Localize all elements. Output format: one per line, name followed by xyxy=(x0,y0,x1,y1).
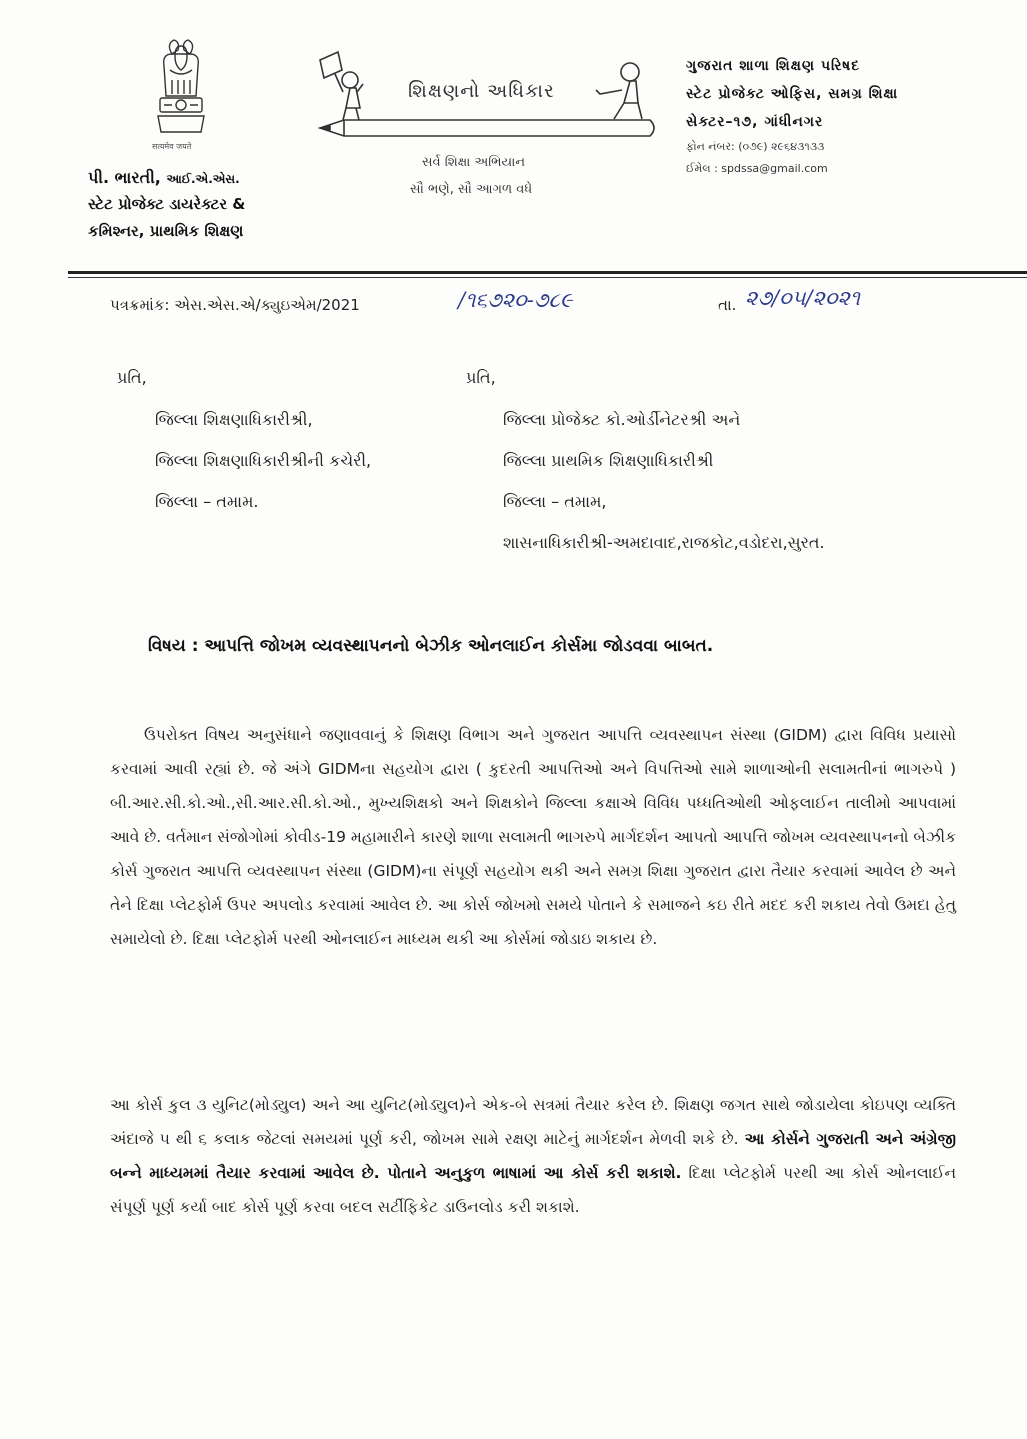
logo-tagline: સૌ ભણે, સૌ આગળ વધે xyxy=(410,182,533,197)
officer-title: આઈ.એ.એસ. xyxy=(166,172,240,186)
addressee-right-line: જિલ્લા પ્રાથમિક શિક્ષણાધિકારીશ્રી xyxy=(503,451,714,470)
logo-subtitle: સર્વ શિક્ષા અભિયાન xyxy=(422,155,526,170)
org-phone: ફોન નંબર: (૦૭૯) ૨૯૬૪૩૧૩૩ xyxy=(686,140,825,153)
body-paragraph-2 xyxy=(110,1088,956,1224)
letter-subject: વિષય : આપત્તિ જોખમ વ્યવસ્થાપનનો બેઝીક ઓનલાઈન કોર્સમા જોડવવા બાબત. xyxy=(148,636,714,656)
date-label: તા. xyxy=(718,296,737,314)
date-handwritten: ૨૭/૦૫/૨૦૨૧ xyxy=(745,286,861,310)
addressee-right-line: જિલ્લા પ્રોજેક્ટ કો.ઓર્ડીનેટરશ્રી અને xyxy=(503,410,741,429)
org-address: સેક્ટર–૧૭, ગાંધીનગર xyxy=(686,114,824,130)
org-name: ગુજરાત શાળા શિક્ષણ પરિષદ xyxy=(686,58,861,74)
national-emblem-icon xyxy=(150,36,212,146)
addressee-right-line: શાસનાધિકારીશ્રી-અમદાવાદ,રાજકોટ,વડોદરા,સુરત. xyxy=(503,533,825,552)
officer-designation: સ્ટેટ પ્રોજેક્ટ ડાયરેક્ટર & xyxy=(88,195,246,213)
header-rule xyxy=(68,271,1027,274)
emblem-motto: सत्यमेव जयते xyxy=(152,142,192,151)
org-office: સ્ટેટ પ્રોજેક્ટ ઓફિસ, સમગ્ર શિક્ષા xyxy=(686,86,899,102)
reference-number-handwritten: /૧૬૭૨૦-૭૮૯ xyxy=(458,288,573,312)
officer-designation-2: કમિશ્નર, પ્રાથમિક શિક્ષણ xyxy=(88,222,244,240)
org-email: ઈમેલ : spdssa@gmail.com xyxy=(686,162,828,175)
addressee-left-line: જિલ્લા – તમામ. xyxy=(155,492,259,511)
addressee-left-prati: પ્રતિ, xyxy=(117,368,147,387)
officer-name-text: પી. ભારતી, xyxy=(88,168,161,187)
paragraph-2-text: આ કોર્સ કુલ ૩ યુનિટ(મોડ્યુલ) અને આ યુનિટ(મોડ્યુલ)ને એક-બે સત્રમાં તૈયાર કરેલ છે. શિક્ષણ જગત સાથે જોડાયેલા કોઇપણ વ્યક્તિ અંદાજે ૫ થી ૬ કલાક જેટલાં સમયમાં પૂર્ણ કરી, જોખમ સામે રક્ષણ માટેનું માર્ગદર્શન મેળવી શકે છે. xyxy=(110,1096,956,1148)
officer-name xyxy=(88,168,240,188)
header-rule-thin xyxy=(68,277,1027,278)
logo-title: શિક્ષણનો અધિકાર xyxy=(408,80,555,102)
addressee-left-line: જિલ્લા શિક્ષણાધિકારીશ્રી, xyxy=(155,410,313,429)
addressee-left-line: જિલ્લા શિક્ષણાધિકારીશ્રીની કચેરી, xyxy=(155,451,372,470)
reference-number-label: પત્રક્રમાંક: એસ.એસ.એ/ક્યુઇએમ/2021 xyxy=(110,296,360,314)
right-to-education-logo xyxy=(300,40,680,170)
body-paragraph-1: ઉપરોક્ત વિષય અનુસંધાને જણાવવાનું કે શિક્ષણ વિભાગ અને ગુજરાત આપત્તિ વ્યવસ્થાપન સંસ્થા (GIDM) દ્વારા વિવિધ પ્રયાસો કરવામાં આવી રહ્યાં છે. જે અંગે GIDMના સહયોગ દ્વારા ( કુદરતી આપત્તિઓ અને વિપત્તિઓ સામે શાળાઓની સલામતીનાં ભાગરુપે ) બી.આર.સી.કો.ઓ.,સી.આર.સી.કો.ઓ., મુખ્યશિક્ષકો અને શિક્ષકોને જિલ્લા કક્ષાએ વિવિધ પધ્ધતિઓથી ઓફલાઈન તાલીમો આપવામાં આવે છે. વર્તમાન સંજોગોમાં કોવીડ-19 મહામારીને કારણે શાળા સલામતી ભાગરુપે માર્ગદર્શન આપતો આપત્તિ જોખમ વ્યવસ્થાપનનો બેઝીક કોર્સ ગુજરાત આપત્તિ વ્યવસ્થાપન સંસ્થા (GIDM)ના સંપૂર્ણ સહયોગ થકી અને સમગ્ર શિક્ષા ગુજરાત દ્વારા તૈયાર કરવામાં આવેલ છે અને તેને દિક્ષા પ્લેટફોર્મ ઉપર અપલોડ કરવામાં આવેલ છે. આ કોર્સ જોખમો સમયે પોતાને કે સમાજને કઇ રીતે મદદ કરી શકાય તેવો ઉમદા હેતુ સમાયેલો છે. દિક્ષા પ્લેટફોર્મ પરથી ઓનલાઈન માધ્યમ થકી આ કોર્સમાં જોડાઇ શકાય છે. xyxy=(110,726,957,948)
paragraph-2-end-text: દિક્ષા પ્લેટફોર્મ પરથી આ કોર્સ ઓનલાઈન સંપૂર્ણ પૂર્ણ કર્યા બાદ કોર્સ પૂર્ણ કરવા બદલ સર્ટીફિકેટ ડાઉનલોડ કરી શકાશે. xyxy=(110,1164,957,1216)
paragraph-2-bold-text: આ કોર્સને ગુજરાતી અને અંગ્રેજી બન્ને માધ્યમમાં તૈયાર કરવામાં આવેલ છે. પોતાને અનુકુળ ભાષામાં આ કોર્સ કરી શકાશે. xyxy=(110,1130,956,1182)
addressee-right-line: જિલ્લા – તમામ, xyxy=(503,492,607,511)
addressee-right-prati: પ્રતિ, xyxy=(466,368,496,387)
